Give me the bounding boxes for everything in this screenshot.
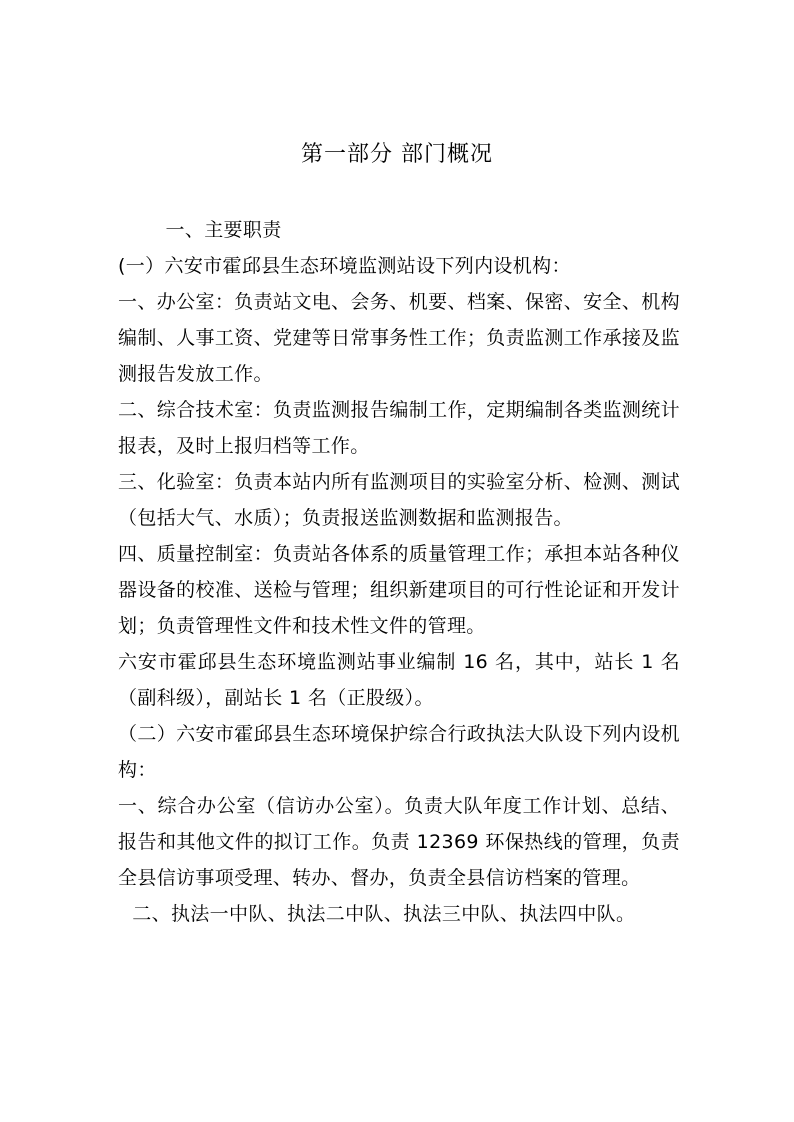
paragraph-squadrons: 二、执法一中队、执法二中队、执法三中队、执法四中队。 (132, 903, 636, 925)
paragraph-laboratory: 三、化验室：负责本站内所有监测项目的实验室分析、检测、测试（包括大气、水质）；负责报送监测数据和监测报告。 (118, 471, 680, 529)
subsection-heading: （二）六安市霍邱县生态环境保护综合行政执法大队设下列内设机构： (118, 723, 680, 781)
paragraph-technical-office: 二、综合技术室：负责监测报告编制工作，定期编制各类监测统计报表，及时上报归档等工作。 (118, 399, 680, 457)
paragraph-general-office: 一、综合办公室（信访办公室）。负责大队年度工作计划、总结、报告和其他文件的拟订工作。负责 12369 环保热线的管理，负责全县信访事项受理、转办、督办，负责全县信访档案的管理。 (118, 795, 680, 889)
paragraph-office: 一、办公室：负责站文电、会务、机要、档案、保密、安全、机构编制、人事工资、党建等日常事务性工作；负责监测工作承接及监测报告发放工作。 (118, 291, 680, 385)
page-title: 第一部分 部门概况 (301, 142, 493, 167)
paragraph-quality-control: 四、质量控制室：负责站各体系的质量管理工作；承担本站各种仪器设备的校准、送检与管理；组织新建项目的可行性论证和开发计划；负责管理性文件和技术性文件的管理。 (118, 543, 680, 637)
document-body (118, 212, 680, 932)
section-heading: 一、主要职责 (165, 219, 282, 241)
paragraph-staffing: 六安市霍邱县生态环境监测站事业编制 16 名，其中，站长 1 名（副科级），副站长 1 名（正股级）。 (118, 651, 680, 709)
subsection-heading: (一）六安市霍邱县生态环境监测站设下列内设机构： (118, 255, 571, 277)
